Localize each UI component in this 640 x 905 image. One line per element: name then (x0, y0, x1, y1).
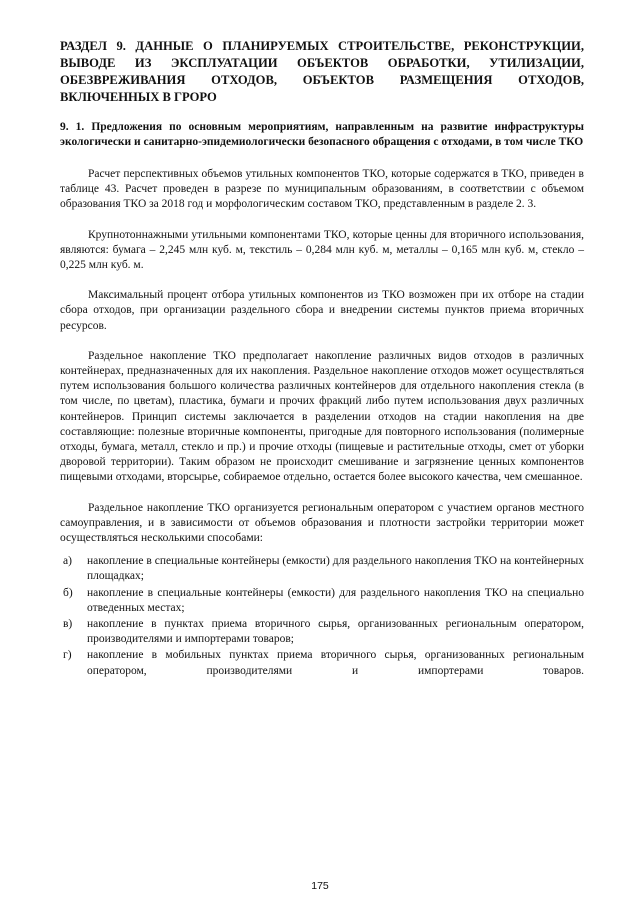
list-item (60, 617, 584, 647)
list-marker: б) (63, 586, 73, 599)
paragraph-5: Раздельное накопление ТКО организуется региональным оператором с участием органов местного самоуправления, и в зависимости от объемов образования и плотности застройки территории может осуществляться несколькими способами: (60, 501, 584, 545)
list-item-text: накопление в специальные контейнеры (емкости) для раздельного накопления ТКО на специально отведенных местах; (87, 586, 584, 614)
paragraph-1: Расчет перспективных объемов утильных компонентов ТКО, которые содержатся в ТКО, приведен в таблице 43. Расчет проведен в разрезе по муниципальным образованиям, в соответствии с объемом образования ТКО за 2018 год и морфологическим составом ТКО, представленным в разделе 2. 3. (60, 168, 584, 211)
list-item (60, 648, 584, 678)
list-item-text: накопление в пунктах приема вторичного сырья, организованных региональным оператором, производителями и импортерами товаров; (87, 618, 584, 646)
section-title: РАЗДЕЛ 9. ДАННЫЕ О ПЛАНИРУЕМЫХ СТРОИТЕЛЬСТВЕ, РЕКОНСТРУКЦИИ, ВЫВОДЕ ИЗ ЭКСПЛУАТАЦИИ ОБЪЕКТОВ ОБРАБОТКИ, УТИЛИЗАЦИИ, ОБЕЗВРЕЖИВАНИЯ ОТХОДОВ, ОБЪЕКТОВ РАЗМЕЩЕНИЯ ОТХОДОВ, ВКЛЮЧЕННЫХ В ГРОРО (60, 39, 584, 104)
paragraph-2: Крупнотоннажными утильными компонентами ТКО, которые ценны для вторичного использования, являются: бумага – 2,245 млн куб. м, текстиль – 0,284 млн куб. м, металлы – 0,165 млн куб. м, стекло – 0,225 млн куб. м. (60, 228, 584, 272)
subsection-title: 9. 1. Предложения по основным мероприятиям, направленным на развитие инфраструктуры экологически и санитарно-эпидемиологически безопасного обращения с отходами, в том числе ТКО (60, 121, 584, 148)
page-number: 175 (311, 880, 329, 892)
methods-list (60, 554, 584, 679)
paragraph-4: Раздельное накопление ТКО предполагает накопление различных видов отходов в различных контейнерах, предназначенных для их накопления. Раздельное накопление отходов может осуществляться путем использования большого количества различных контейнеров для отдельного накопления стекла (в том числе, по цветам), пластика, бумаги и прочих фракций либо путем использования двух различных контейнеров. Принцип системы заключается в разделении отходов на стадии накопления на две составляющие: полезные вторичные компоненты, пригодные для повторного использования (полимерные отходы, бумага, металл, стекло и пр.) и прочие отходы (пищевые и растительные отходы, смет от уборки дворовой территории). Таким образом не происходит смешивание и загрязнение ценных компонентов пищевыми отходами, вторсырье, собираемое отдельно, остается более высокого качества, чем смешанное. (60, 349, 584, 484)
paragraph-3: Максимальный процент отбора утильных компонентов из ТКО возможен при их отборе на стадии сбора отходов, при организации раздельного сбора и внедрении системы пунктов приема вторичных ресурсов. (60, 289, 584, 332)
list-marker: а) (63, 555, 72, 568)
list-item-text: накопление в мобильных пунктах приема вторичного сырья, организованных региональным оператором, производителями и импортерами товаров. (87, 649, 584, 677)
list-marker: в) (63, 618, 73, 631)
list-item (60, 586, 584, 616)
list-item (60, 554, 584, 584)
list-marker: г) (63, 649, 72, 662)
document-page (60, 38, 584, 680)
list-item-text: накопление в специальные контейнеры (емкости) для раздельного накопления ТКО на контейнерных площадках; (87, 555, 584, 583)
